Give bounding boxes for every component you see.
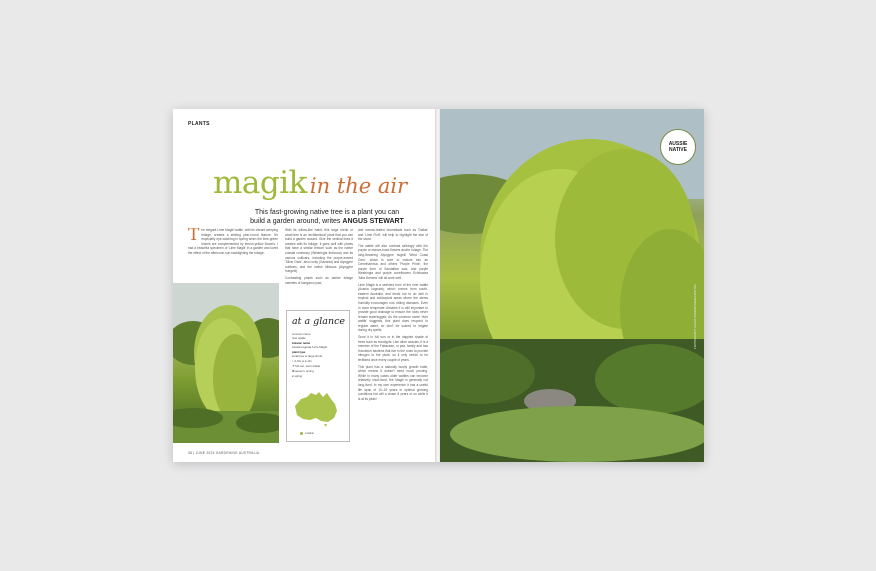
badge-line-1: AUSSIE <box>668 141 688 147</box>
botanic-name-value: Acacia cognata 'Lime Magik' <box>292 345 328 349</box>
section-label: PLANTS <box>188 121 210 127</box>
weeping-wattle-illustration <box>173 283 279 443</box>
aussie-native-badge <box>660 129 696 165</box>
feeding-row <box>292 375 302 379</box>
body-paragraph: Lime Magik is a selected form of the river wattle (Acacia cognata), which comes from south-eastern Australia, and tends not to do well in tropical and subtropical areas where the stems humidity encourages root rotting diseases. Even in more temperate climates it is still important to provide good drainage to ensure the roots never remain waterlogged. As the common name 'river wattle' suggests, this plant does respond to regular water, so don't be scared to irrigate during dry spells. <box>358 282 428 333</box>
body-paragraph: Contrasting plants such as darker foliage varieties of kangaroo paw, <box>285 275 353 285</box>
body-paragraph: The wattle will also contrast strikingly with the purple or mauve-hued flowers and/or foliage. The long-flowering Alyogyne hugelii 'West Coast Gem', which is sure to mature into an Ozmrthamnus and others 'Purple Pride', the purple form of Sandalbar wax, and purple Westringia and purple coneflowers Echinacea 'Alba Dreams' will all work well. <box>358 243 428 280</box>
title-script: in the air <box>309 174 408 198</box>
australia-map-icon <box>291 388 341 428</box>
page-folio: 38 | JUNE 2025 GARDENING AUSTRALIA <box>188 451 260 455</box>
body-paragraph: Grow it in full sun or in the dappled shade of trees such as eucalypts. Like other acacias, it is a member of the Fabaceae, or pea, family and has rhizobium bacteria that live in the roots to provide nitrogen to the plant, so it only needs to be fertilised once every couple of years. <box>358 335 428 363</box>
photo-credit: PHOTOGRAPHY: ANGUS STEWART/GREENPHOTOS <box>694 284 697 349</box>
aspect-value: full sun, semi-shade <box>295 364 321 368</box>
body-column-1 <box>188 228 278 282</box>
standfirst-line-1: This fast-growing native tree is a plant you can <box>254 209 400 216</box>
body-column-2 <box>285 228 353 308</box>
wattle-photo-small <box>173 283 279 443</box>
map-legend-label: suitable <box>305 432 314 436</box>
body-paragraph: he elegant Lime Magik wattle, with its vibrant weeping foliage, creates a striking year-round feature. It's especially eye-catching in spring when the lime-green leaves are complemented by lemon-yellow flowers. I had a beautiful specimen of 'Lime Magik' in a garden and loved the effect of the afternoon sun backlighting the foliage. <box>188 228 278 255</box>
wattle-photo-large <box>440 109 704 462</box>
body-paragraph: This plant has a naturally bushy growth habit, which means it doesn't need much pruning. While in many cases older wattles can become relatively short-lived, the Magik is generally not long-lived. In my own experience it has a useful life span of 10–15 years in optimal growing conditions but will a closer 8 years or so while it is at its peak! <box>358 364 428 401</box>
flowering-value: autumn, spring <box>295 369 314 373</box>
standfirst <box>237 208 417 226</box>
glance-title: at a glance <box>292 316 346 327</box>
plant-type-label-text: plant type <box>292 350 306 354</box>
drop-cap: T <box>188 228 200 245</box>
height-icon: ↕ <box>292 359 294 363</box>
feeding-value: spring <box>294 374 303 378</box>
at-a-glance-panel <box>286 310 350 442</box>
badge-line-2: NATIVE <box>669 147 687 153</box>
standfirst-line-2 <box>237 217 417 226</box>
left-page <box>173 109 435 462</box>
botanic-name-label-text: botanic name <box>292 341 311 345</box>
common-name-label: common name <box>292 332 311 336</box>
body-paragraph: and narrow-leafed bromeliads such as 'Dallas' and 'Lime Fluff', will help to highlight the star of the show. <box>358 228 428 242</box>
legend-swatch <box>300 432 303 435</box>
right-page-photo <box>440 109 704 462</box>
plant-type-value: small tree or large shrub <box>292 354 323 358</box>
body-paragraph: With its willow-like habit, this large shrub or small tree is an 'architectural' plant that you can build a garden around. Give the vertical lines it creates with its foliage, it goes well with plants that have a similar texture such as the native coastal rosemary (Westringia fruticosa) and its various cultivars, including the purple-leaved 'Silver Dark', also rocky (Gazania) and Alyogyne cultivars, and the native hibiscus (Alyogyne huegelii). <box>285 228 353 274</box>
article-title <box>213 165 413 201</box>
feeding-icon: ● <box>292 374 294 378</box>
common-name-value: river wattle <box>292 336 306 340</box>
standfirst-line-2-text: build a garden around, writes <box>250 218 341 225</box>
body-column-3 <box>358 228 428 446</box>
author-name: ANGUS STEWART <box>342 218 404 225</box>
title-main: magik <box>213 165 307 201</box>
map-legend <box>300 432 314 435</box>
magazine-spread <box>173 109 704 462</box>
flower-icon: ✿ <box>292 369 295 373</box>
size-value: 4–5m w 2–3m <box>294 359 312 363</box>
sun-icon: ☀ <box>292 364 295 368</box>
